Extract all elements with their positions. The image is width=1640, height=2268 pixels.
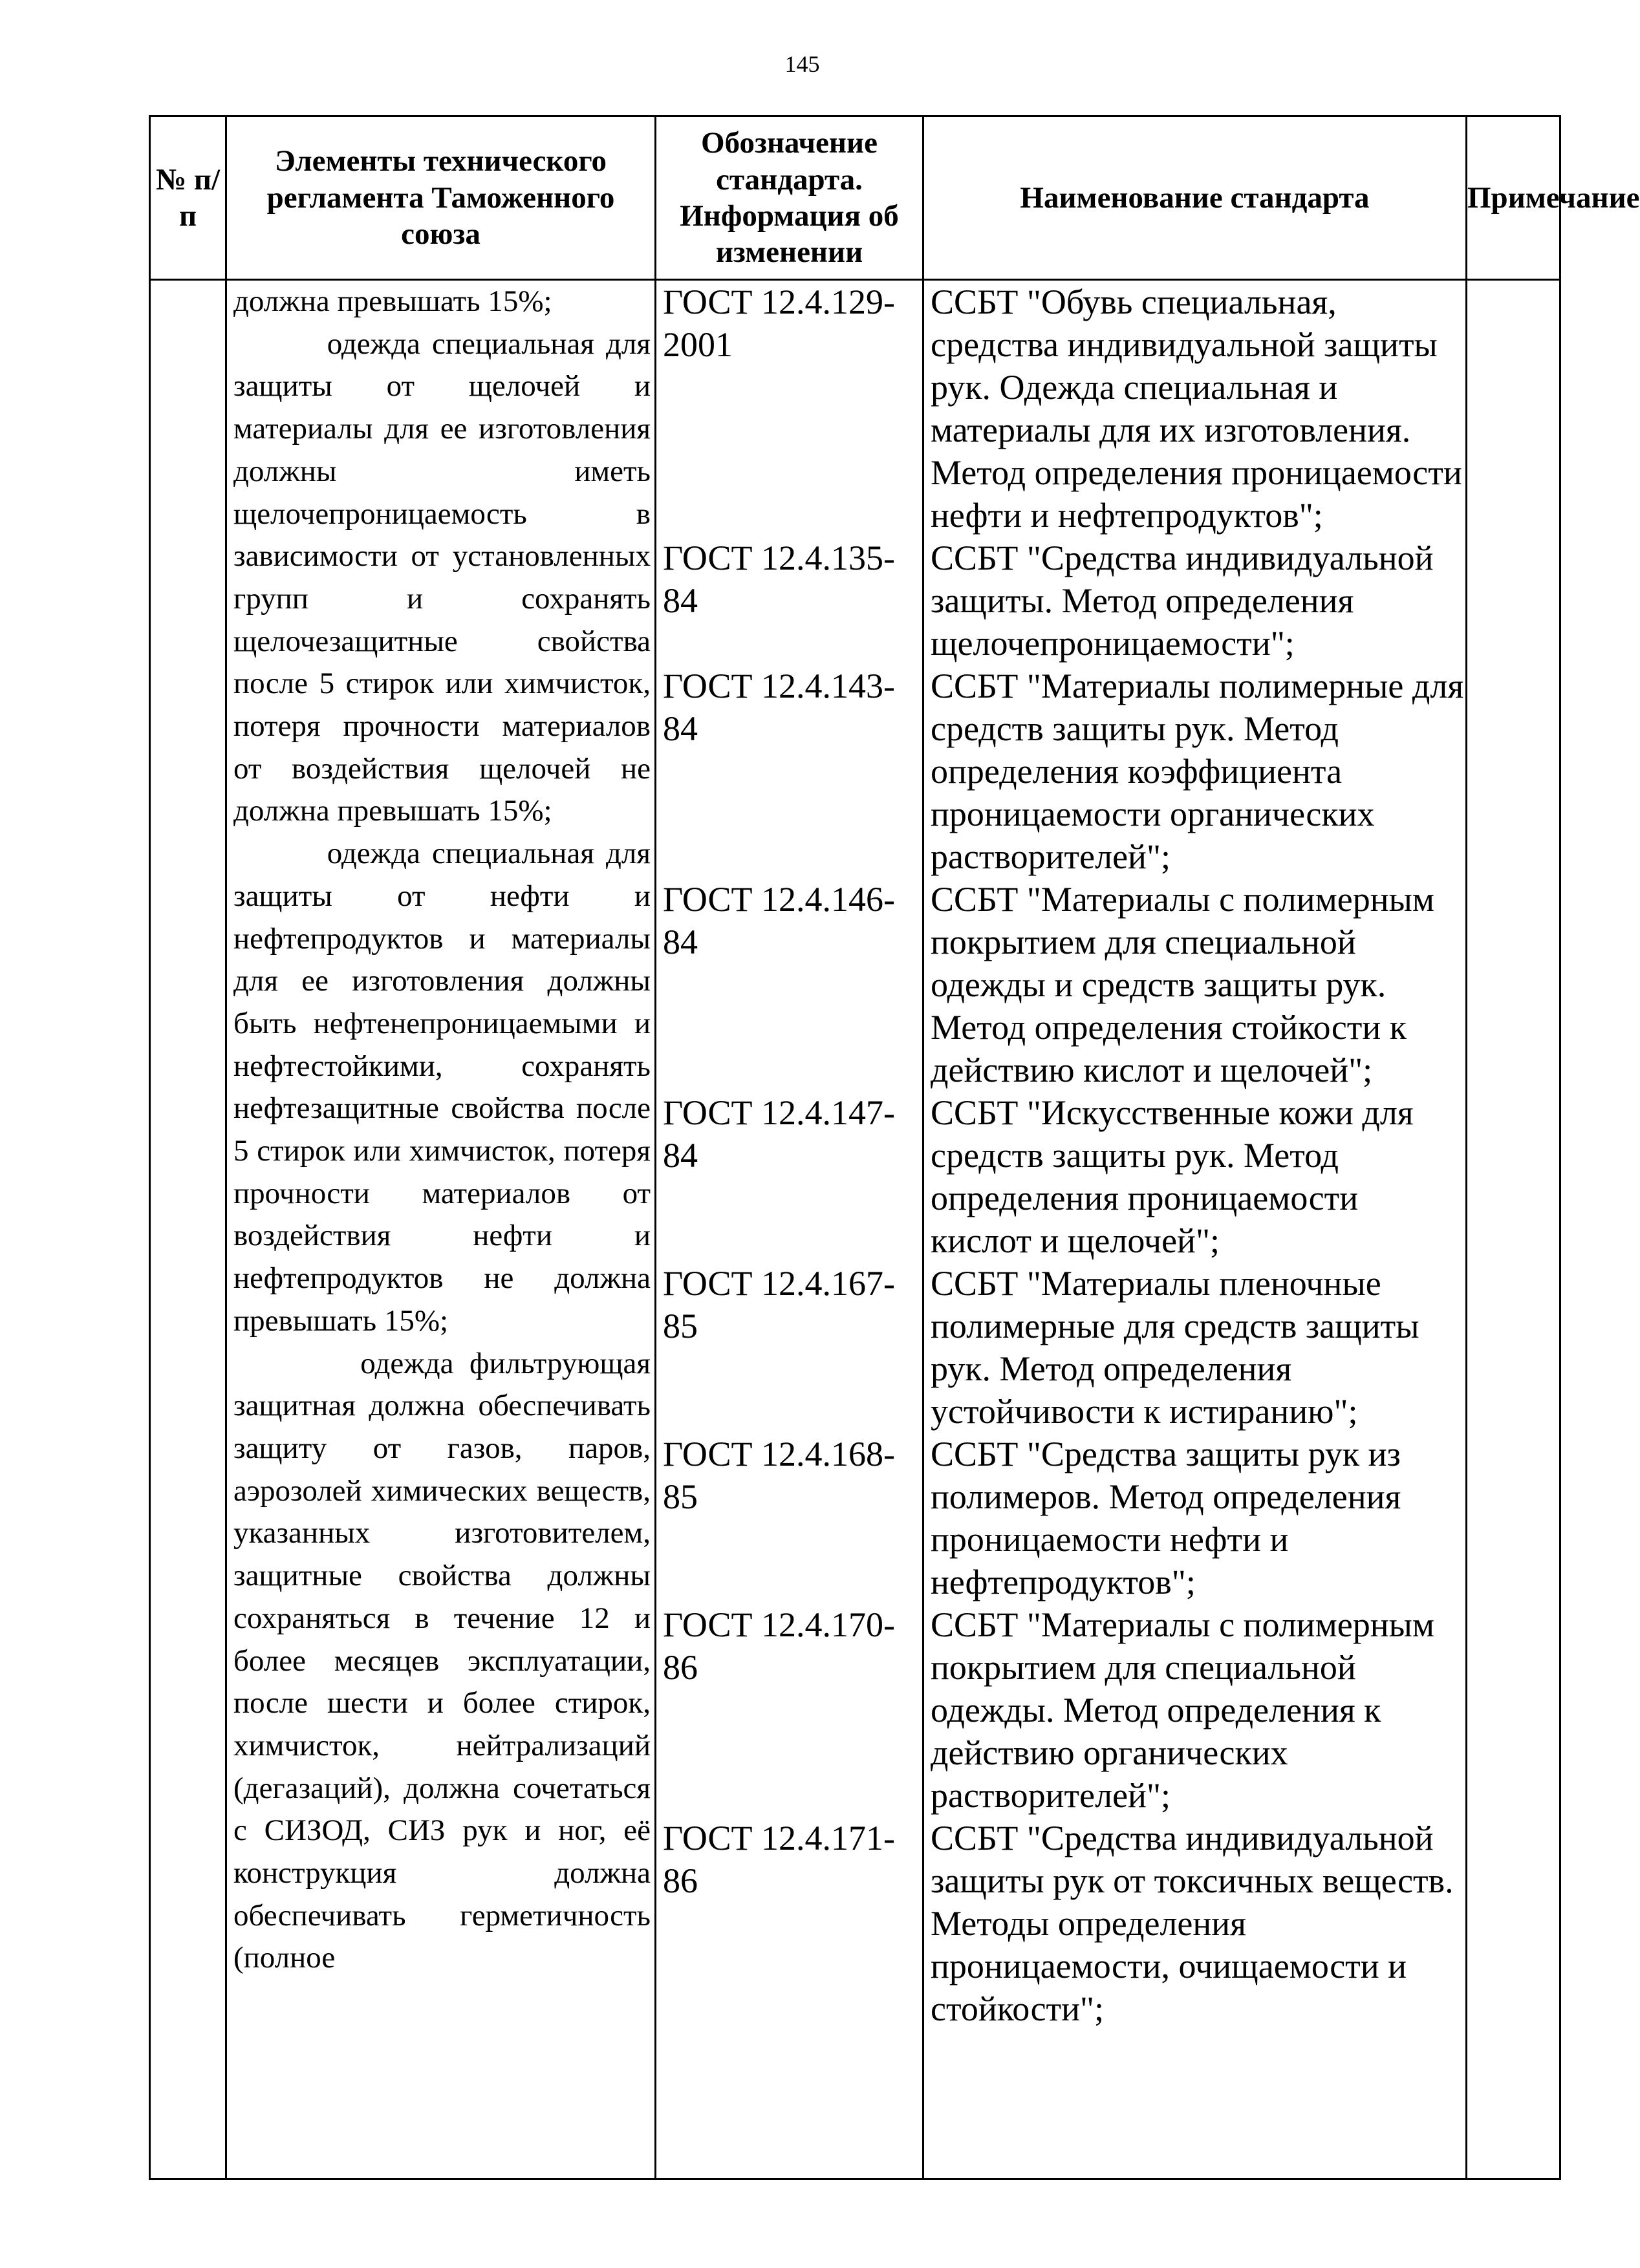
elements-paragraph: одежда специальная для защиты от щелочей и материалы для ее изготовления должны иметь щелочепроницаемость в зависимости от установленных групп и сохранять щелочезащитные свойства после 5 стирок или химчисток, потеря прочности материалов от воздействия щелочей не должна превышать 15%; bbox=[233, 326, 651, 828]
standards-table bbox=[149, 115, 1640, 2180]
standard-name: ССБТ "Материалы с полимерным покрытием для специальной одежды и средств защиты рук. Метод определения стойкости к действию кислот и щелочей"; bbox=[931, 880, 1435, 1089]
standard-name: ССБТ "Средства индивидуальной защиты рук от токсичных веществ. Методы определения проницаемости, очищаемости и стойкости"; bbox=[931, 1819, 1454, 2028]
standard-name-list bbox=[924, 281, 1465, 2030]
standard-name: ССБТ "Искусственные кожи для средств защиты рук. Метод определения проницаемости кислот и щелочей"; bbox=[931, 1093, 1414, 1260]
standard-name: ССБТ "Материалы пленочные полимерные для средств защиты рук. Метод определения устойчивости к истиранию"; bbox=[931, 1264, 1419, 1431]
standard-name: ССБТ "Средства защиты рук из полимеров. Метод определения проницаемости нефти и нефтепродуктов"; bbox=[931, 1435, 1401, 1601]
elements-text bbox=[227, 281, 654, 1980]
page-number: 145 bbox=[784, 51, 820, 77]
header-note: Примечание bbox=[1467, 116, 1560, 280]
elements-paragraph: должна превышать 15%; bbox=[233, 284, 552, 318]
standard-code-list bbox=[656, 281, 922, 2030]
standard-code: ГОСТ 12.4.146-84 bbox=[663, 880, 896, 961]
designation-cell bbox=[656, 280, 923, 2179]
header-name: Наименование стандарта bbox=[923, 116, 1467, 280]
header-elements: Элементы технического регламента Таможенного союза bbox=[226, 116, 656, 280]
name-cell bbox=[923, 280, 1467, 2179]
standard-code: ГОСТ 12.4.168-85 bbox=[663, 1435, 896, 1516]
standard-code: ГОСТ 12.4.143-84 bbox=[663, 667, 896, 748]
standard-code: ГОСТ 12.4.171-86 bbox=[663, 1819, 896, 1900]
standard-name: ССБТ "Материалы полимерные для средств защиты рук. Метод определения коэффициента проницаемости органических растворителей"; bbox=[931, 667, 1464, 876]
standard-code: ГОСТ 12.4.167-85 bbox=[663, 1264, 896, 1345]
note-cell bbox=[1467, 280, 1560, 2179]
table-row bbox=[150, 280, 1560, 2179]
header-number: № п/п bbox=[150, 116, 226, 280]
standard-code: ГОСТ 12.4.147-84 bbox=[663, 1093, 896, 1175]
standard-name: ССБТ "Средства индивидуальной защиты. Метод определения щелочепроницаемости"; bbox=[931, 539, 1434, 663]
elements-paragraph: одежда фильтрующая защитная должна обеспечивать защиту от газов, паров, аэрозолей химических веществ, указанных изготовителем, защитные свойства должны сохраняться в течение 12 и более месяцев эксплуатации, после шести и более стирок, химчисток, нейтрализаций (дегазаций), должна сочетаться с СИЗОД, СИЗ рук и ног, её конструкция должна обеспечивать герметичность (полное bbox=[233, 1346, 651, 1975]
number-cell bbox=[150, 280, 226, 2179]
elements-paragraph: одежда специальная для защиты от нефти и нефтепродуктов и материалы для ее изготовления должны быть нефтенепроницаемыми и нефтестойкими, сохранять нефтезащитные свойства после 5 стирок или химчисток, потеря прочности материалов от воздействия нефти и нефтепродуктов не должна превышать 15%; bbox=[233, 837, 651, 1338]
standard-name: ССБТ "Материалы с полимерным покрытием для специальной одежды. Метод определения к действию органических растворителей"; bbox=[931, 1605, 1435, 1815]
standard-name: ССБТ "Обувь специальная, средства индивидуальной защиты рук. Одежда специальная и материалы для их изготовления. Метод определения проницаемости нефти и нефтепродуктов"; bbox=[931, 283, 1462, 535]
elements-cell bbox=[226, 280, 656, 2179]
standard-code: ГОСТ 12.4.129-2001 bbox=[663, 283, 896, 364]
table-header-row bbox=[150, 116, 1560, 280]
standard-code: ГОСТ 12.4.170-86 bbox=[663, 1605, 896, 1687]
standard-code: ГОСТ 12.4.135-84 bbox=[663, 539, 896, 620]
header-designation: Обозначение стандарта. Информация об изменении bbox=[656, 116, 923, 280]
